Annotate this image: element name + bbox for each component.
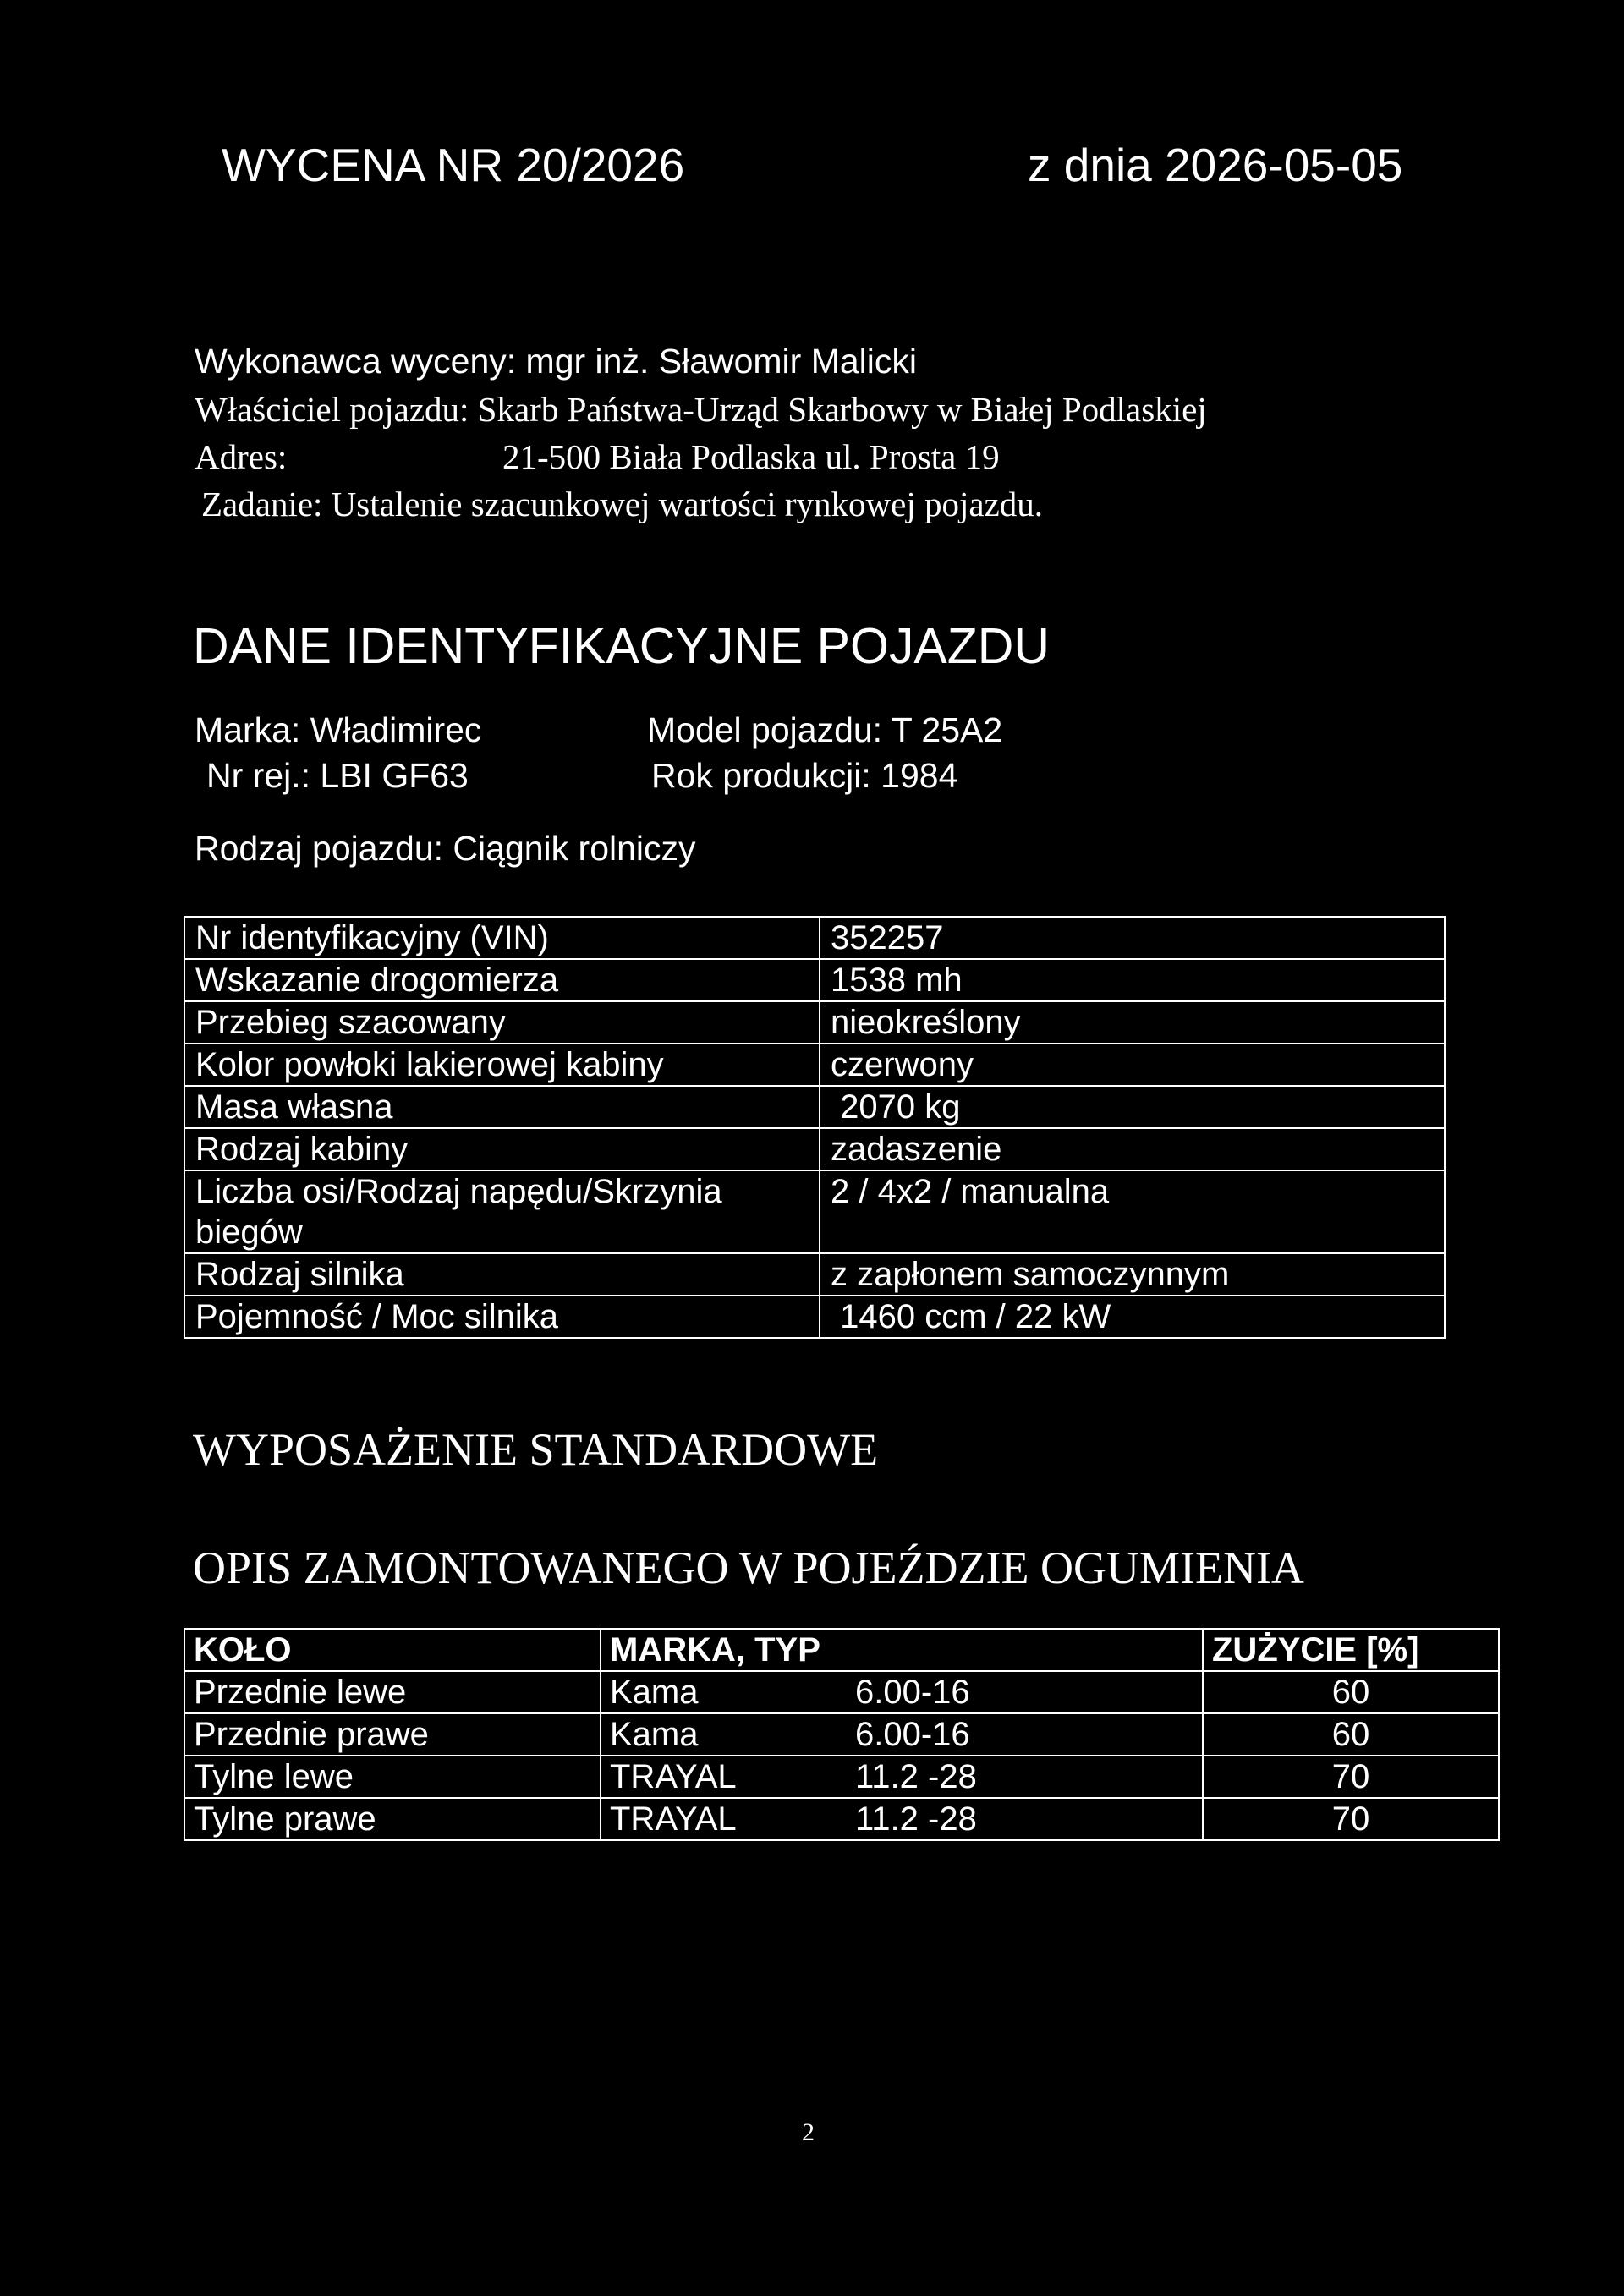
tire-size: 11.2 -28 [855,1800,977,1838]
table-row [184,1296,1445,1338]
tire-brand-type [601,1713,1203,1756]
header-brand-type: MARKA, TYP [601,1629,1203,1671]
tire-brand: TRAYAL [610,1800,737,1838]
vehicle-type: Rodzaj pojazdu: Ciągnik rolniczy [195,829,696,868]
vehicle-make: Marka: Władimirec [195,710,482,749]
contractor-line: Wykonawca wyceny: mgr inż. Sławomir Malicki [195,342,917,381]
vehicle-year: Rok produkcji: 1984 [651,756,958,795]
tire-brand-type [601,1756,1203,1798]
vehicle-model: Model pojazdu: T 25A2 [647,710,1003,749]
vehicle-field-value: 352257 [820,917,1445,959]
vehicle-registration: Nr rej.: LBI GF63 [206,756,469,795]
tires-title: OPIS ZAMONTOWANEGO W POJEŹDZIE OGUMIENIA [193,1543,1304,1593]
tires-table [184,1628,1500,1841]
vehicle-field-value: 2070 kg [820,1086,1445,1128]
tire-wheel: Przednie lewe [184,1671,601,1713]
table-row [184,1713,1499,1756]
identification-title: DANE IDENTYFIKACYJNE POJAZDU [193,618,1050,674]
table-row [184,1128,1445,1170]
vehicle-field-label: Nr identyfikacyjny (VIN) [184,917,820,959]
vehicle-field-label: Kolor powłoki lakierowej kabiny [184,1044,820,1086]
vehicle-details-table [184,916,1446,1339]
vehicle-field-label: Masa własna [184,1086,820,1128]
table-row [184,1798,1499,1840]
tire-brand: Kama [610,1716,699,1753]
vehicle-field-value: czerwony [820,1044,1445,1086]
vehicle-field-label: Wskazanie drogomierza [184,959,820,1001]
vehicle-field-label: Rodzaj kabiny [184,1128,820,1170]
tire-brand-type [601,1671,1203,1713]
table-row [184,1086,1445,1128]
vehicle-field-value: 2 / 4x2 / manualna [820,1170,1445,1253]
task-line: Zadanie: Ustalenie szacunkowej wartości rynkowej pojazdu. [201,485,1044,523]
tire-brand-type [601,1798,1203,1840]
table-row [184,1001,1445,1044]
vehicle-field-label: Pojemność / Moc silnika [184,1296,820,1338]
table-row [184,1253,1445,1296]
tire-wear: 60 [1203,1713,1499,1756]
tire-size: 11.2 -28 [855,1758,977,1795]
vehicle-field-value: zadaszenie [820,1128,1445,1170]
header-wheel: KOŁO [184,1629,601,1671]
tire-wheel: Tylne lewe [184,1756,601,1798]
vehicle-field-label: Przebieg szacowany [184,1001,820,1044]
vehicle-field-value: nieokreślony [820,1001,1445,1044]
vehicle-field-value: 1538 mh [820,959,1445,1001]
tire-wear: 60 [1203,1671,1499,1713]
owner-line: Właściciel pojazdu: Skarb Państwa-Urząd Skarbowy w Białej Podlaskiej [195,390,1207,429]
tire-wear: 70 [1203,1756,1499,1798]
tire-wear: 70 [1203,1798,1499,1840]
table-row [184,1044,1445,1086]
tire-brand: Kama [610,1674,699,1711]
vehicle-field-label: Rodzaj silnika [184,1253,820,1296]
address-label: Adres: [195,437,288,476]
address-value: 21-500 Biała Podlaska ul. Prosta 19 [502,437,1000,476]
table-row [184,1170,1445,1253]
vehicle-field-label: Liczba osi/Rodzaj napędu/Skrzynia biegów [184,1170,820,1253]
table-row [184,1671,1499,1713]
vehicle-field-value: z zapłonem samoczynnym [820,1253,1445,1296]
document-date: z dnia 2026-05-05 [1028,139,1403,191]
vehicle-field-value: 1460 ccm / 22 kW [820,1296,1445,1338]
tire-brand: TRAYAL [610,1758,737,1795]
tires-header-row [184,1629,1499,1671]
table-row [184,917,1445,959]
document-title: WYCENA NR 20/2026 [222,139,685,191]
table-row [184,959,1445,1001]
page-number: 2 [802,2118,815,2146]
header-wear: ZUŻYCIE [%] [1203,1629,1499,1671]
tire-size: 6.00-16 [855,1674,970,1711]
tire-size: 6.00-16 [855,1716,970,1753]
table-row [184,1756,1499,1798]
tire-wheel: Przednie prawe [184,1713,601,1756]
standard-equipment-title: WYPOSAŻENIE STANDARDOWE [193,1424,879,1475]
tire-wheel: Tylne prawe [184,1798,601,1840]
